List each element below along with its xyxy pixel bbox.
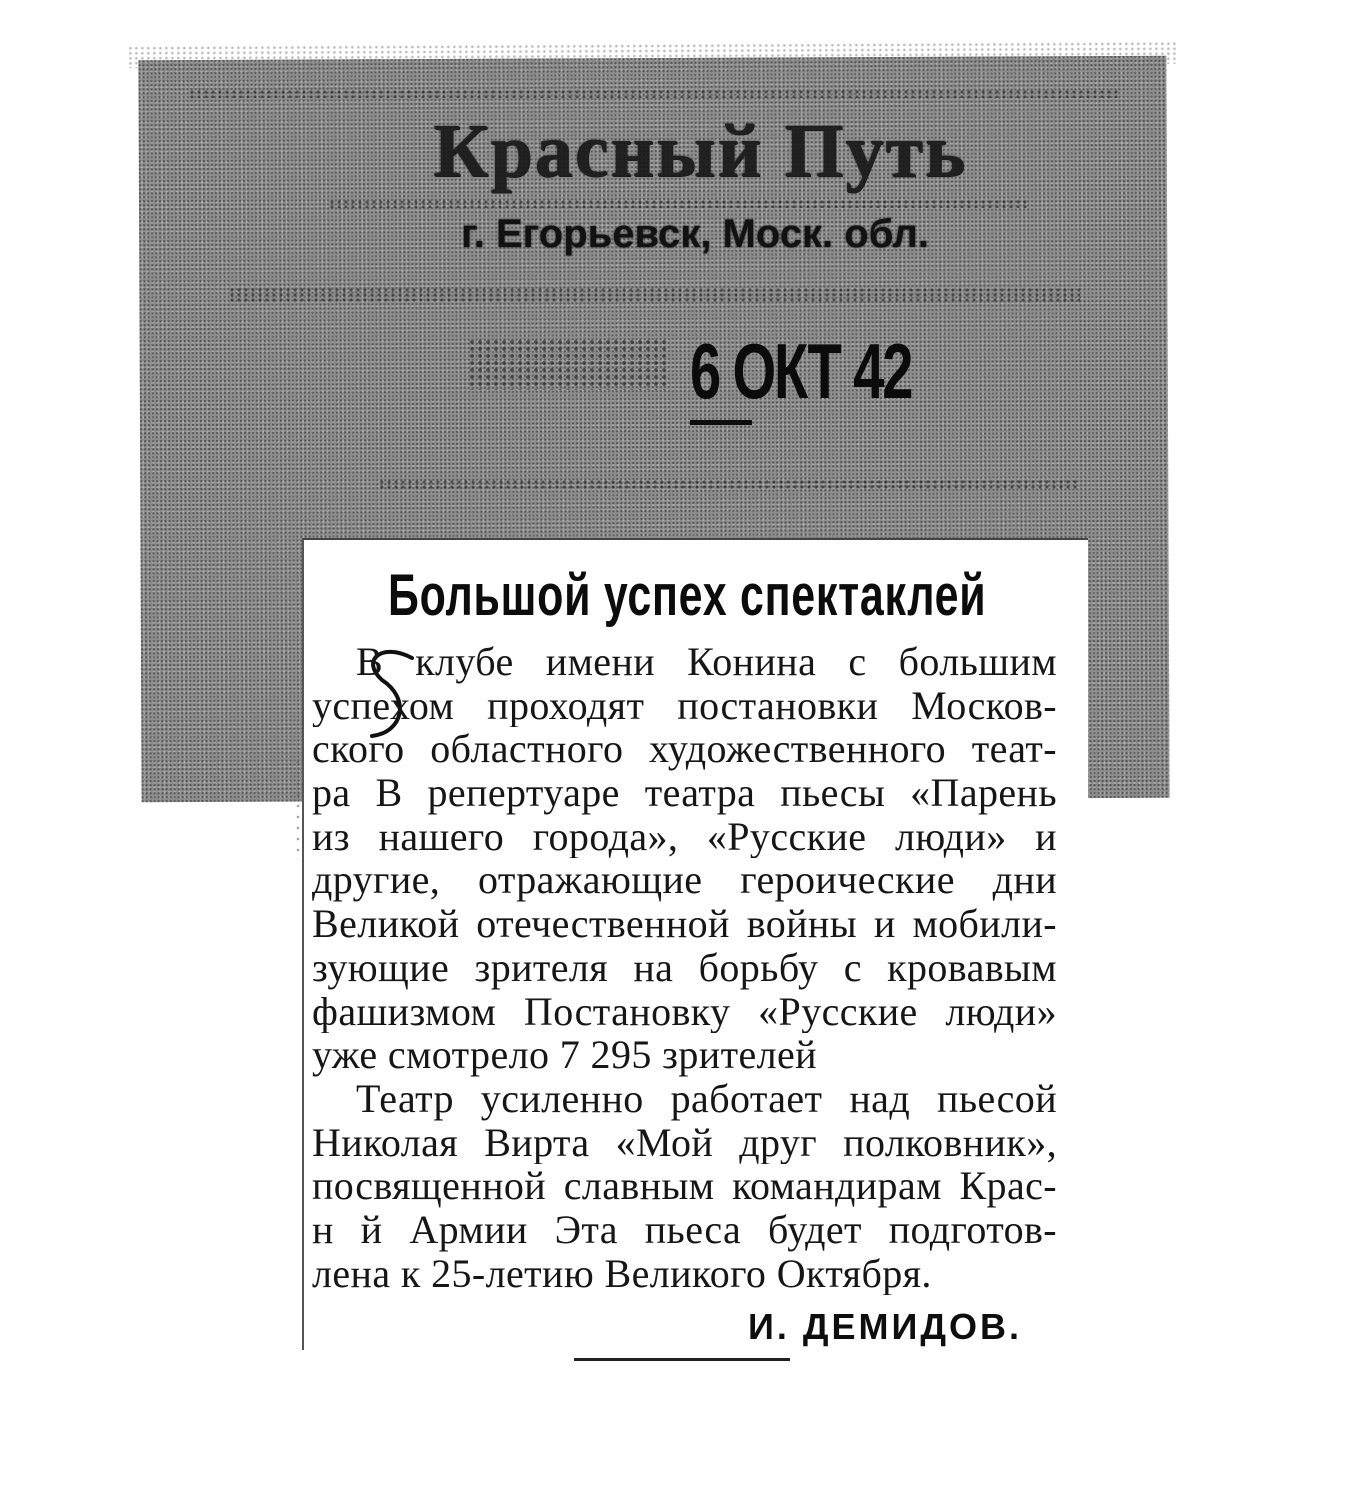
article-line: посвященной славным командирам Крас- xyxy=(312,1164,1057,1208)
article-headline: Большой успех спектаклей xyxy=(388,563,987,628)
article-line: Театр усиленно работает над пьесой xyxy=(356,1076,1057,1121)
article-line: лена к 25-летию Великого Октября. xyxy=(312,1251,932,1296)
article-line: успехом проходят постановки Москов- xyxy=(312,683,1057,728)
article-author: И. ДЕМИДОВ. xyxy=(748,1306,1023,1347)
masthead-noise-top xyxy=(190,90,1120,98)
article-body xyxy=(312,640,1057,1295)
article-line: из нашего города», «Русские люди» и xyxy=(312,814,1057,859)
newspaper-title: Красный Путь xyxy=(433,109,967,193)
newspaper-place: г. Егорьевск, Моск. обл. xyxy=(461,212,929,256)
article-line: н й Армии Эта пьеса будет подготов- xyxy=(312,1207,1057,1252)
article-line: зующие зрителя на борьбу с кровавым xyxy=(312,945,1057,990)
masthead-noise-row xyxy=(330,200,1030,208)
article-line: другие, отражающие героические дни xyxy=(312,858,1057,903)
article-line: уже смотрело 7 295 зрителей xyxy=(312,1033,817,1077)
masthead-subtitle-row xyxy=(230,288,1080,302)
clip-edge-marks xyxy=(296,760,304,860)
masthead-noise-bottom xyxy=(380,480,1080,490)
date-stamp-prefix xyxy=(470,340,670,390)
article-line: Николая Вирта «Мой друг полковник», xyxy=(312,1120,1057,1165)
date-stamp-underline xyxy=(690,420,752,425)
closing-rule xyxy=(574,1358,790,1361)
article-line: Великой отечественной войны и мобили- xyxy=(312,902,1057,946)
article-line: фашизмом Постановку «Русские люди» xyxy=(312,989,1057,1034)
date-stamp: 6 ОКТ 42 xyxy=(690,327,912,415)
article-line: В клубе имени Конина с большим xyxy=(356,640,1057,684)
article-line: ра В репертуаре театра пьесы «Парень xyxy=(312,771,1057,815)
article-line: ского областного художественного теат- xyxy=(312,727,1057,772)
